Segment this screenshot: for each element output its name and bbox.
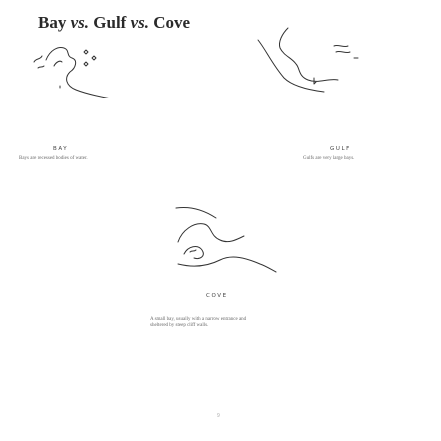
bay-fish-1 <box>84 50 88 54</box>
bay-wave-left-2 <box>38 66 44 68</box>
cove-wave <box>190 250 196 252</box>
gulf-wave-2 <box>336 51 350 52</box>
title-vs-1: vs. <box>70 13 90 33</box>
title-vs-2: vs. <box>130 13 149 33</box>
bay-fish-3 <box>92 56 96 60</box>
bay-wave-left <box>34 56 42 62</box>
cove-inlet <box>184 247 203 259</box>
cove-cliff-top <box>176 207 216 218</box>
page-title <box>38 13 190 33</box>
bay-inner-shore <box>54 61 62 66</box>
bay-caption: Bays are recessed bodies of water. <box>19 156 88 161</box>
cove-label: COVE <box>206 293 228 299</box>
bay-label: BAY <box>53 146 69 152</box>
gulf-caption: Gulfs are very large bays. <box>303 156 355 161</box>
bay-fish-2 <box>84 62 88 66</box>
title-cove: Cove <box>149 13 191 33</box>
cove-cliff-bottom <box>178 257 276 272</box>
gulf-wave-1 <box>334 45 348 46</box>
title-bay: Bay <box>38 13 71 33</box>
gulf-label: GULF <box>330 146 351 152</box>
page-number: 9 <box>217 413 220 419</box>
gulf-sketch <box>248 20 378 100</box>
cove-sketch <box>150 196 290 286</box>
bay-coastline <box>46 48 118 99</box>
title-gulf: Gulf <box>89 13 131 33</box>
cove-cliff-left <box>178 224 244 242</box>
gulf-coastline-top <box>279 28 338 81</box>
cove-caption: A small bay, usually with a narrow entrance and sheltered by steep cliff walls. <box>150 317 247 329</box>
bay-sketch <box>20 38 140 98</box>
